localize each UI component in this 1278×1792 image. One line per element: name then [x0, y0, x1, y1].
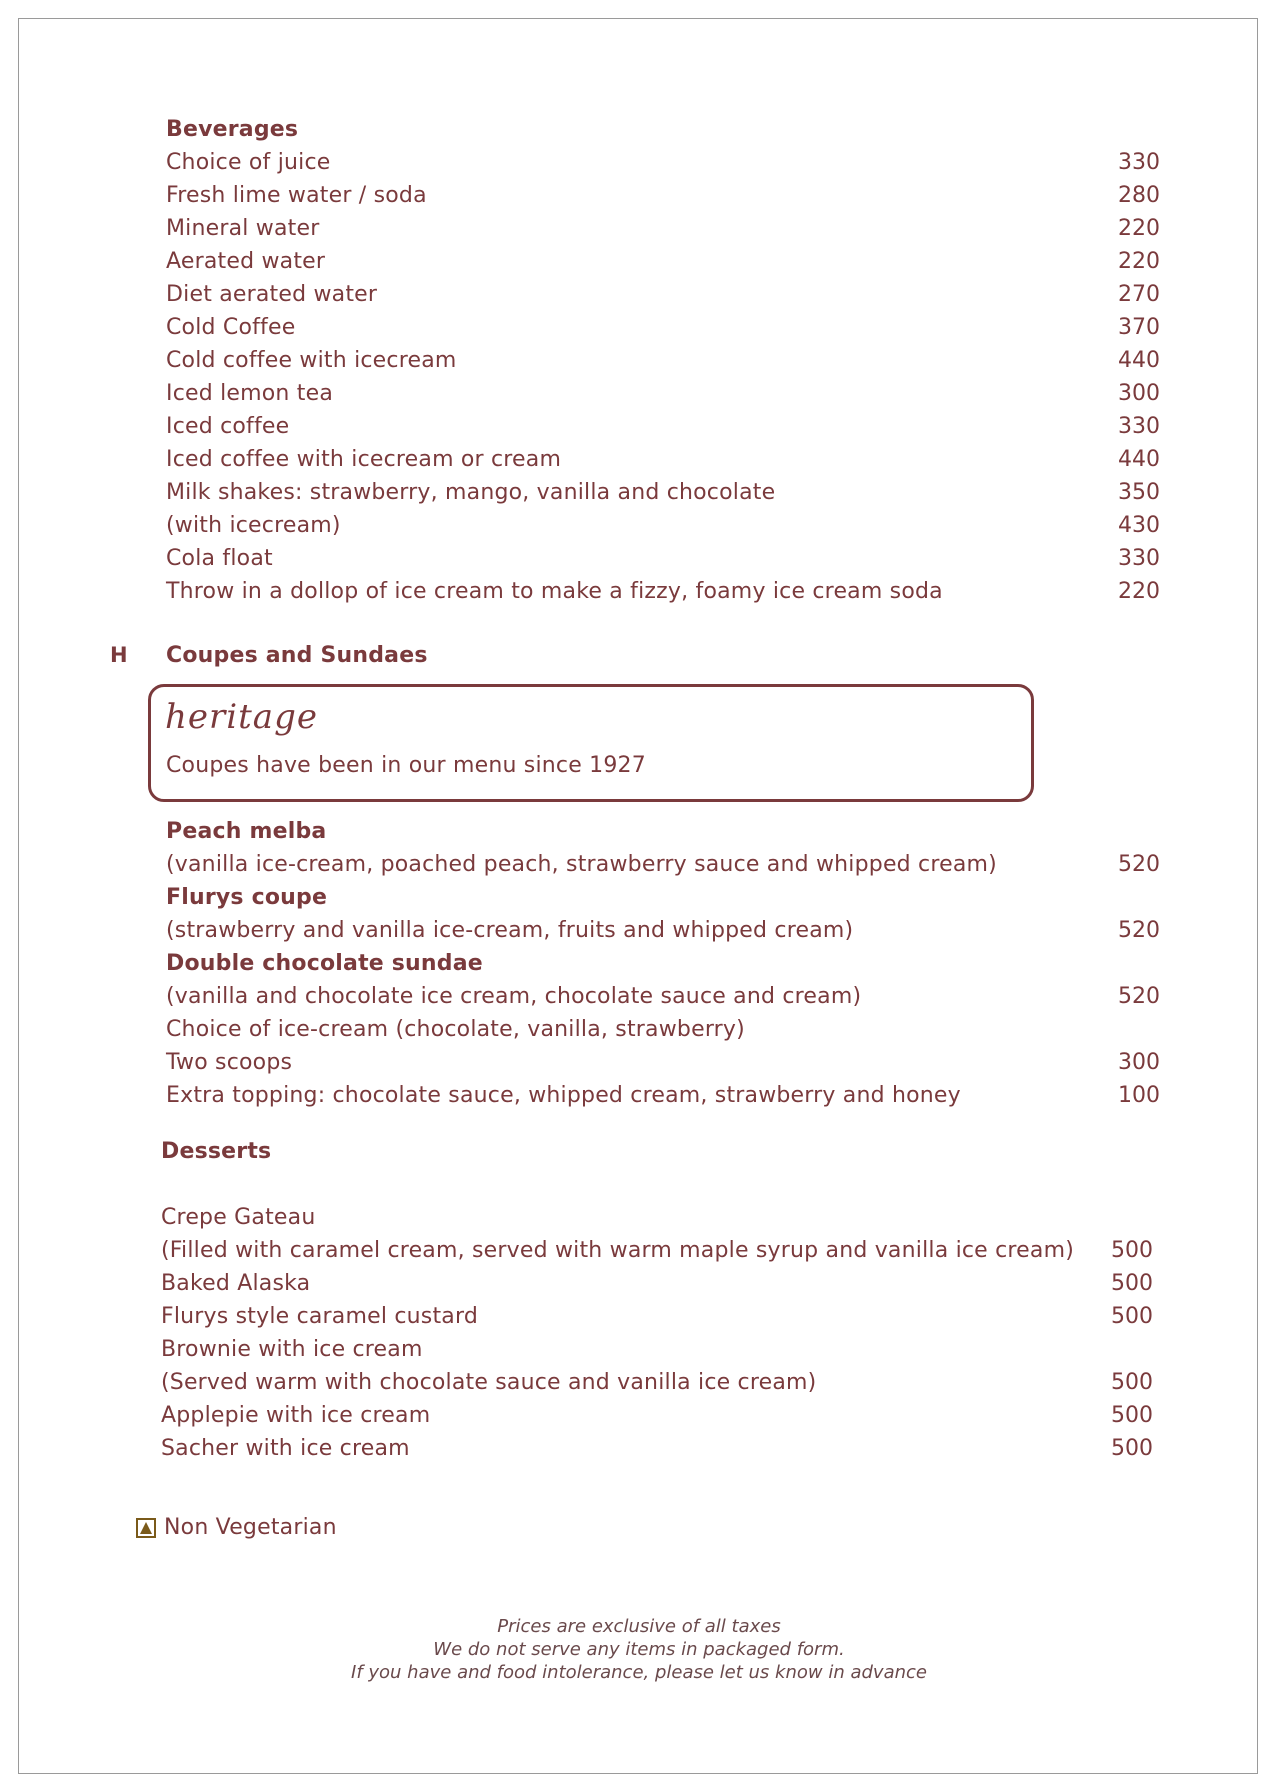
dessert-item-name: Crepe Gateau — [161, 1205, 316, 1230]
dessert-item-name: Sacher with ice cream — [161, 1436, 410, 1461]
beverage-item-price: 330 — [1118, 414, 1160, 439]
dessert-item-price: 500 — [1111, 1304, 1153, 1329]
beverage-item-price: 330 — [1118, 150, 1160, 175]
dessert-item-name: (Filled with caramel cream, served with warm maple syrup and vanilla ice cream) — [161, 1238, 1074, 1263]
beverage-item-price: 440 — [1118, 447, 1160, 472]
beverage-item-price: 330 — [1118, 546, 1160, 571]
coupe-item-name: Double chocolate sundae — [166, 951, 483, 976]
dessert-item-name: (Served warm with chocolate sauce and vanilla ice cream) — [161, 1370, 817, 1395]
coupe-item-name: Flurys coupe — [166, 885, 328, 910]
dessert-item-name: Brownie with ice cream — [161, 1337, 423, 1362]
beverage-item-price: 270 — [1118, 282, 1160, 307]
dessert-item-name: Applepie with ice cream — [161, 1403, 431, 1428]
non-veg-triangle-icon — [136, 1518, 156, 1538]
coupe-item-name: Peach melba — [166, 819, 327, 844]
heritage-note: Coupes have been in our menu since 1927 — [166, 753, 646, 778]
dessert-item-price: 500 — [1111, 1370, 1153, 1395]
beverage-item-name: Milk shakes: strawberry, mango, vanilla and chocolate — [166, 480, 776, 505]
coupe-item-name: Choice of ice-cream (chocolate, vanilla, strawberry) — [166, 1017, 745, 1042]
beverage-item-price: 430 — [1118, 513, 1160, 538]
footer-line-3: If you have and food intolerance, please let us know in advance — [351, 1662, 927, 1683]
desserts-heading: Desserts — [161, 1139, 272, 1164]
beverage-item-name: Aerated water — [166, 249, 326, 274]
footer-line-1: Prices are exclusive of all taxes — [497, 1616, 781, 1637]
coupe-item-name: Extra topping: chocolate sauce, whipped cream, strawberry and honey — [166, 1083, 961, 1108]
beverage-item-name: (with icecream) — [166, 513, 341, 538]
beverage-item-name: Iced coffee with icecream or cream — [166, 447, 562, 472]
coupe-item-price: 300 — [1118, 1050, 1160, 1075]
dessert-item-price: 500 — [1111, 1403, 1153, 1428]
dessert-item-price: 500 — [1111, 1238, 1153, 1263]
dessert-item-name: Flurys style caramel custard — [161, 1304, 478, 1329]
beverage-item-price: 300 — [1118, 381, 1160, 406]
dessert-item-name: Baked Alaska — [161, 1271, 311, 1296]
beverage-item-price: 220 — [1118, 249, 1160, 274]
beverage-item-name: Cold coffee with icecream — [166, 348, 457, 373]
dessert-item-price: 500 — [1111, 1271, 1153, 1296]
beverage-item-price: 220 — [1118, 579, 1160, 604]
coupes-heading: Coupes and Sundaes — [166, 643, 428, 668]
footer-line-2: We do not serve any items in packaged form. — [433, 1639, 845, 1660]
coupe-item-price: 520 — [1118, 984, 1160, 1009]
beverage-item-name: Fresh lime water / soda — [166, 183, 427, 208]
beverage-item-name: Choice of juice — [166, 150, 331, 175]
beverages-heading: Beverages — [166, 117, 299, 142]
dessert-item-price: 500 — [1111, 1436, 1153, 1461]
heritage-marker: H — [110, 643, 128, 667]
coupe-item-name: (vanilla and chocolate ice cream, chocolate sauce and cream) — [166, 984, 862, 1009]
beverage-item-price: 350 — [1118, 480, 1160, 505]
beverage-item-name: Throw in a dollop of ice cream to make a fizzy, foamy ice cream soda — [166, 579, 943, 604]
beverage-item-name: Mineral water — [166, 216, 320, 241]
beverage-item-name: Diet aerated water — [166, 282, 378, 307]
coupe-item-name: Two scoops — [166, 1050, 293, 1075]
beverage-item-name: Iced lemon tea — [166, 381, 333, 406]
beverage-item-price: 280 — [1118, 183, 1160, 208]
beverage-item-name: Iced coffee — [166, 414, 290, 439]
heritage-label: heritage — [165, 697, 318, 737]
non-veg-label: Non Vegetarian — [164, 1515, 337, 1540]
beverage-item-price: 370 — [1118, 315, 1160, 340]
beverage-item-price: 440 — [1118, 348, 1160, 373]
coupe-item-price: 100 — [1118, 1083, 1160, 1108]
coupe-item-price: 520 — [1118, 852, 1160, 877]
beverage-item-name: Cold Coffee — [166, 315, 296, 340]
beverage-item-name: Cola float — [166, 546, 273, 571]
coupe-item-name: (vanilla ice-cream, poached peach, strawberry sauce and whipped cream) — [166, 852, 997, 877]
coupe-item-name: (strawberry and vanilla ice-cream, fruits and whipped cream) — [166, 918, 854, 943]
coupe-item-price: 520 — [1118, 918, 1160, 943]
beverage-item-price: 220 — [1118, 216, 1160, 241]
